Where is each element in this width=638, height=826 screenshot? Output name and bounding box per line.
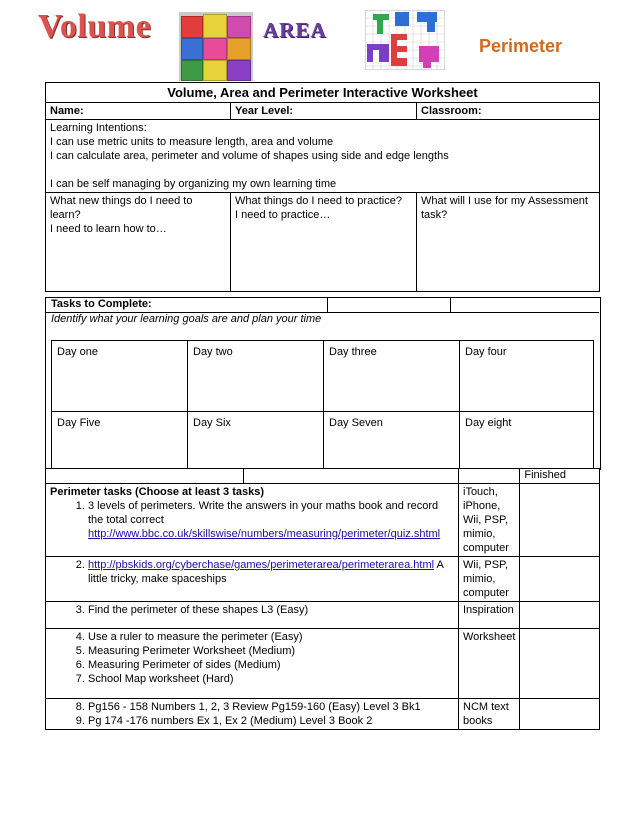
- day-cell[interactable]: Day four: [460, 341, 594, 412]
- worksheet-header-table: [45, 82, 600, 292]
- finished-checkbox-cell[interactable]: [520, 699, 600, 730]
- empty-cell: [459, 469, 520, 484]
- practice-question-cell[interactable]: [231, 193, 417, 292]
- task-item: 5. Measuring Perimeter Worksheet (Medium): [88, 644, 454, 658]
- task-item: 4. Use a ruler to measure the perimeter (Easy): [88, 630, 454, 644]
- empty-cell: [244, 469, 459, 484]
- assessment-question-cell[interactable]: [417, 193, 600, 292]
- task-group-1: [46, 484, 459, 557]
- tools-cell: Wii, PSP, mimio, computer: [459, 557, 520, 602]
- name-field[interactable]: Name:: [46, 103, 231, 120]
- day-planner-grid: [51, 340, 594, 469]
- area-grid-image: [365, 10, 445, 70]
- heading-divider: [327, 297, 328, 312]
- area-banner-text: AREA: [263, 18, 327, 42]
- task-item: 6. Measuring Perimeter of sides (Medium): [88, 658, 454, 672]
- perimeter-banner-text: Perimeter: [479, 36, 563, 56]
- year-level-field[interactable]: Year Level:: [231, 103, 417, 120]
- learn-question: What new things do I need to learn?: [50, 195, 193, 221]
- finished-checkbox-cell[interactable]: [520, 602, 600, 629]
- tools-cell: NCM text books: [459, 699, 520, 730]
- day-cell[interactable]: Day Seven: [324, 412, 460, 469]
- learn-question-cell[interactable]: [46, 193, 231, 292]
- intention-line: I can calculate area, perimeter and volume of shapes using side and edge lengths: [50, 150, 449, 162]
- day-cell[interactable]: Day two: [188, 341, 324, 412]
- finished-header: Finished: [520, 469, 600, 484]
- task-item: 7. School Map worksheet (Hard): [88, 672, 454, 686]
- task-item: 1. 3 levels of perimeters. Write the answers in your maths book and record the total correct http://www.bbc.co.uk/skillswise/numbers/measuring/perimeter/quiz.shtml: [88, 499, 454, 541]
- tools-cell: Worksheet: [459, 629, 520, 699]
- task-group-4: [46, 629, 459, 699]
- practice-answer: I need to practice…: [235, 209, 331, 221]
- day-cell[interactable]: Day three: [324, 341, 460, 412]
- task-group-3: [46, 602, 459, 629]
- task-item: 9. Pg 174 -176 numbers Ex 1, Ex 2 (Medium) Level 3 Book 2: [88, 714, 454, 728]
- finished-checkbox-cell[interactable]: [520, 629, 600, 699]
- learn-answer: I need to learn how to…: [50, 223, 167, 235]
- task-item: 3. Find the perimeter of these shapes L3 (Easy): [88, 603, 454, 617]
- day-cell[interactable]: Day one: [52, 341, 188, 412]
- tasks-heading: Tasks to Complete:: [51, 298, 152, 310]
- tools-cell: Inspiration: [459, 602, 520, 629]
- practice-question: What things do I need to practice?: [235, 195, 402, 207]
- task-item: 2. http://pbskids.org/cyberchase/games/perimeterarea/perimeterarea.html A little tricky, make spaceships: [88, 558, 454, 586]
- empty-cell: [46, 469, 244, 484]
- task-group-5: [46, 699, 459, 730]
- worksheet-title: Volume, Area and Perimeter Interactive Worksheet: [46, 83, 600, 103]
- task-item: 8. Pg156 - 158 Numbers 1, 2, 3 Review Pg159-160 (Easy) Level 3 Bk1: [88, 700, 454, 714]
- day-cell[interactable]: Day Five: [52, 412, 188, 469]
- assessment-question: What will I use for my Assessment task?: [421, 195, 588, 221]
- finished-checkbox-cell[interactable]: [520, 484, 600, 557]
- learning-intentions: [46, 120, 600, 193]
- day-cell[interactable]: Day Six: [188, 412, 324, 469]
- day-cell[interactable]: Day eight: [460, 412, 594, 469]
- cubes-image: [179, 12, 253, 81]
- volume-banner-text: Volume: [38, 8, 152, 45]
- classroom-field[interactable]: Classroom:: [417, 103, 600, 120]
- intention-line: I can use metric units to measure length, area and volume: [50, 136, 334, 148]
- finished-checkbox-cell[interactable]: [520, 557, 600, 602]
- heading-divider: [450, 297, 451, 312]
- intention-line: I can be self managing by organizing my own learning time: [50, 178, 337, 190]
- perimeter-tasks-heading: Perimeter tasks (Choose at least 3 tasks): [50, 486, 264, 498]
- pbskids-link[interactable]: http://pbskids.org/cyberchase/games/perimeterarea/perimeterarea.html: [88, 559, 435, 571]
- bbc-quiz-link[interactable]: http://www.bbc.co.uk/skillswise/numbers/measuring/perimeter/quiz.shtml: [88, 528, 441, 540]
- perimeter-tasks-table: [45, 468, 600, 730]
- tasks-subtitle: Identify what your learning goals are and plan your time: [51, 313, 322, 325]
- task-group-2: [46, 557, 459, 602]
- intentions-heading: Learning Intentions:: [50, 122, 147, 134]
- tools-cell: iTouch, iPhone, Wii, PSP, mimio, computer: [459, 484, 520, 557]
